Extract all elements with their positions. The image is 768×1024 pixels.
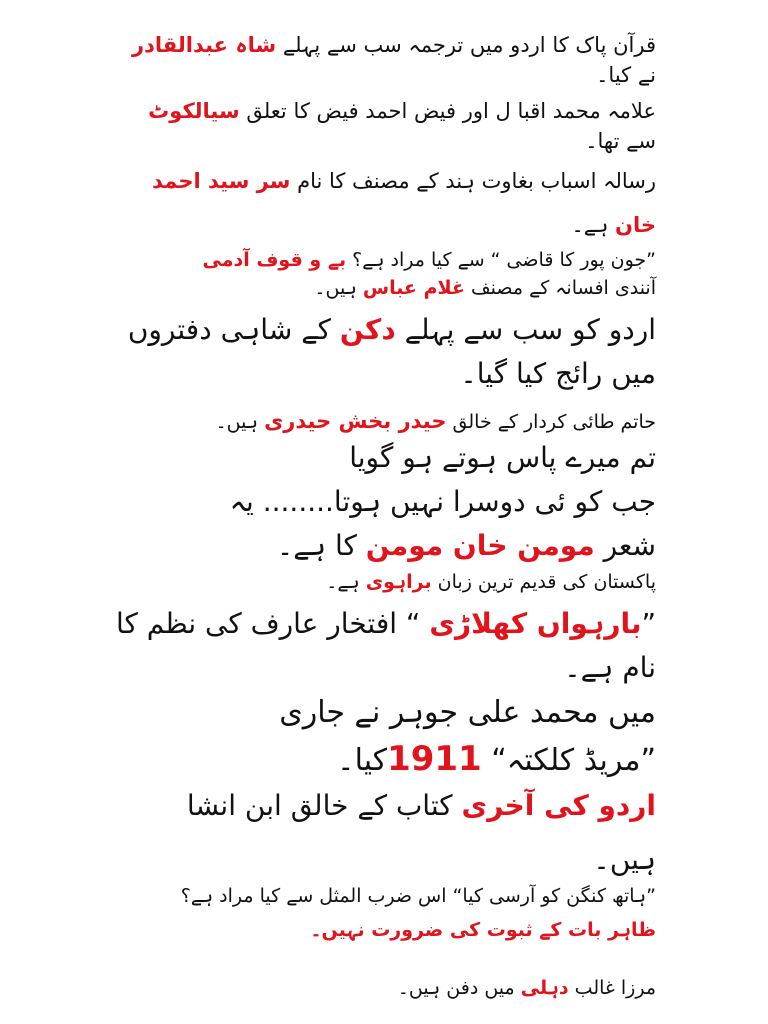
highlight: سر سید احمد (152, 169, 291, 193)
line-urdu-deccan-cont: میں رائج کیا گیا۔ (460, 357, 656, 390)
line-johar: میں محمد علی جوہر نے جاری (279, 695, 656, 730)
line-asbab-baghawat: رسالہ اسباب بغاوت ہند کے مصنف کا نام سر سید احمد (152, 169, 656, 193)
line-ibn-insha-cont: ہیں۔ (593, 843, 656, 876)
line-brahui: پاکستان کی قدیم ترین زبان براہوی ہے۔ (326, 571, 656, 593)
line-quran-translation-cont: نے کیا۔ (596, 63, 656, 87)
highlight: خان (615, 213, 656, 237)
line-poem-1: تم میرے پاس ہوتے ہو گویا (349, 441, 656, 474)
highlight: مومن خان مومن (365, 529, 595, 562)
line-asbab-baghawat-cont: خان ہے۔ (571, 213, 656, 237)
line-poem-2: جب کو ئی دوسرا نہیں ہوتا........ یہ (229, 485, 656, 518)
line-jaunpur-qazi: ”جون پور کا قاضی “ سے کیا مراد ہے؟ بے و قوف آدمی (202, 249, 656, 271)
line-barahwan-khilari-cont: نام ہے۔ (564, 651, 656, 684)
highlight: اردو کی آخری (461, 789, 656, 822)
highlight: دہلی (520, 977, 569, 999)
line-iqbal-faiz-cont: سے تھا۔ (585, 129, 656, 153)
highlight: غلام عباس (362, 277, 465, 299)
line-urdu-deccan: اردو کو سب سے پہلے دکن کے شاہی دفتروں (127, 313, 656, 346)
line-proverb: ”ہاتھ کنگن کو آرسی کیا“ اس ضرب المثل سے کیا مراد ہے؟ (180, 885, 656, 907)
line-iqbal-faiz: علامہ محمد اقبا ل اور فیض احمد فیض کا تعلق سیالکوٹ (148, 99, 656, 123)
highlight: سیالکوٹ (148, 99, 240, 123)
line-barahwan-khilari: ”بارہواں کھلاڑی “ افتخار عارف کی نظم کا (115, 607, 656, 640)
line-poem-poet: شعر مومن خان مومن کا ہے۔ (276, 529, 656, 562)
highlight-year: 1911 (387, 739, 482, 779)
highlight: ظاہر بات کے ثبوت کی ضرورت نہیں۔ (310, 919, 656, 941)
highlight: حیدر بخش حیدری (264, 409, 447, 433)
line-johar-cont: ”مریڈ کلکتہ“ 1911کیا۔ (337, 739, 656, 779)
highlight: بارہواں کھلاڑی (429, 607, 642, 640)
highlight: بے و قوف آدمی (202, 249, 347, 271)
highlight: شاہ عبدالقادر (132, 33, 277, 57)
line-quran-translation: قرآن پاک کا اردو میں ترجمہ سب سے پہلے شاہ عبدالقادر (132, 33, 656, 57)
line-ghalib: مرزا غالب دہلی میں دفن ہیں۔ (397, 977, 656, 999)
line-hatim-tai: حاتم طائی کردار کے خالق حیدر بخش حیدری ہیں۔ (215, 409, 656, 433)
line-ibn-insha: اردو کی آخری کتاب کے خالق ابن انشا (186, 789, 656, 822)
highlight: دکن (339, 313, 396, 346)
highlight: براہوی (365, 571, 432, 593)
line-anandi: آنندی افسانہ کے مصنف غلام عباس ہیں۔ (314, 277, 656, 299)
line-proverb-answer (100, 916, 656, 944)
